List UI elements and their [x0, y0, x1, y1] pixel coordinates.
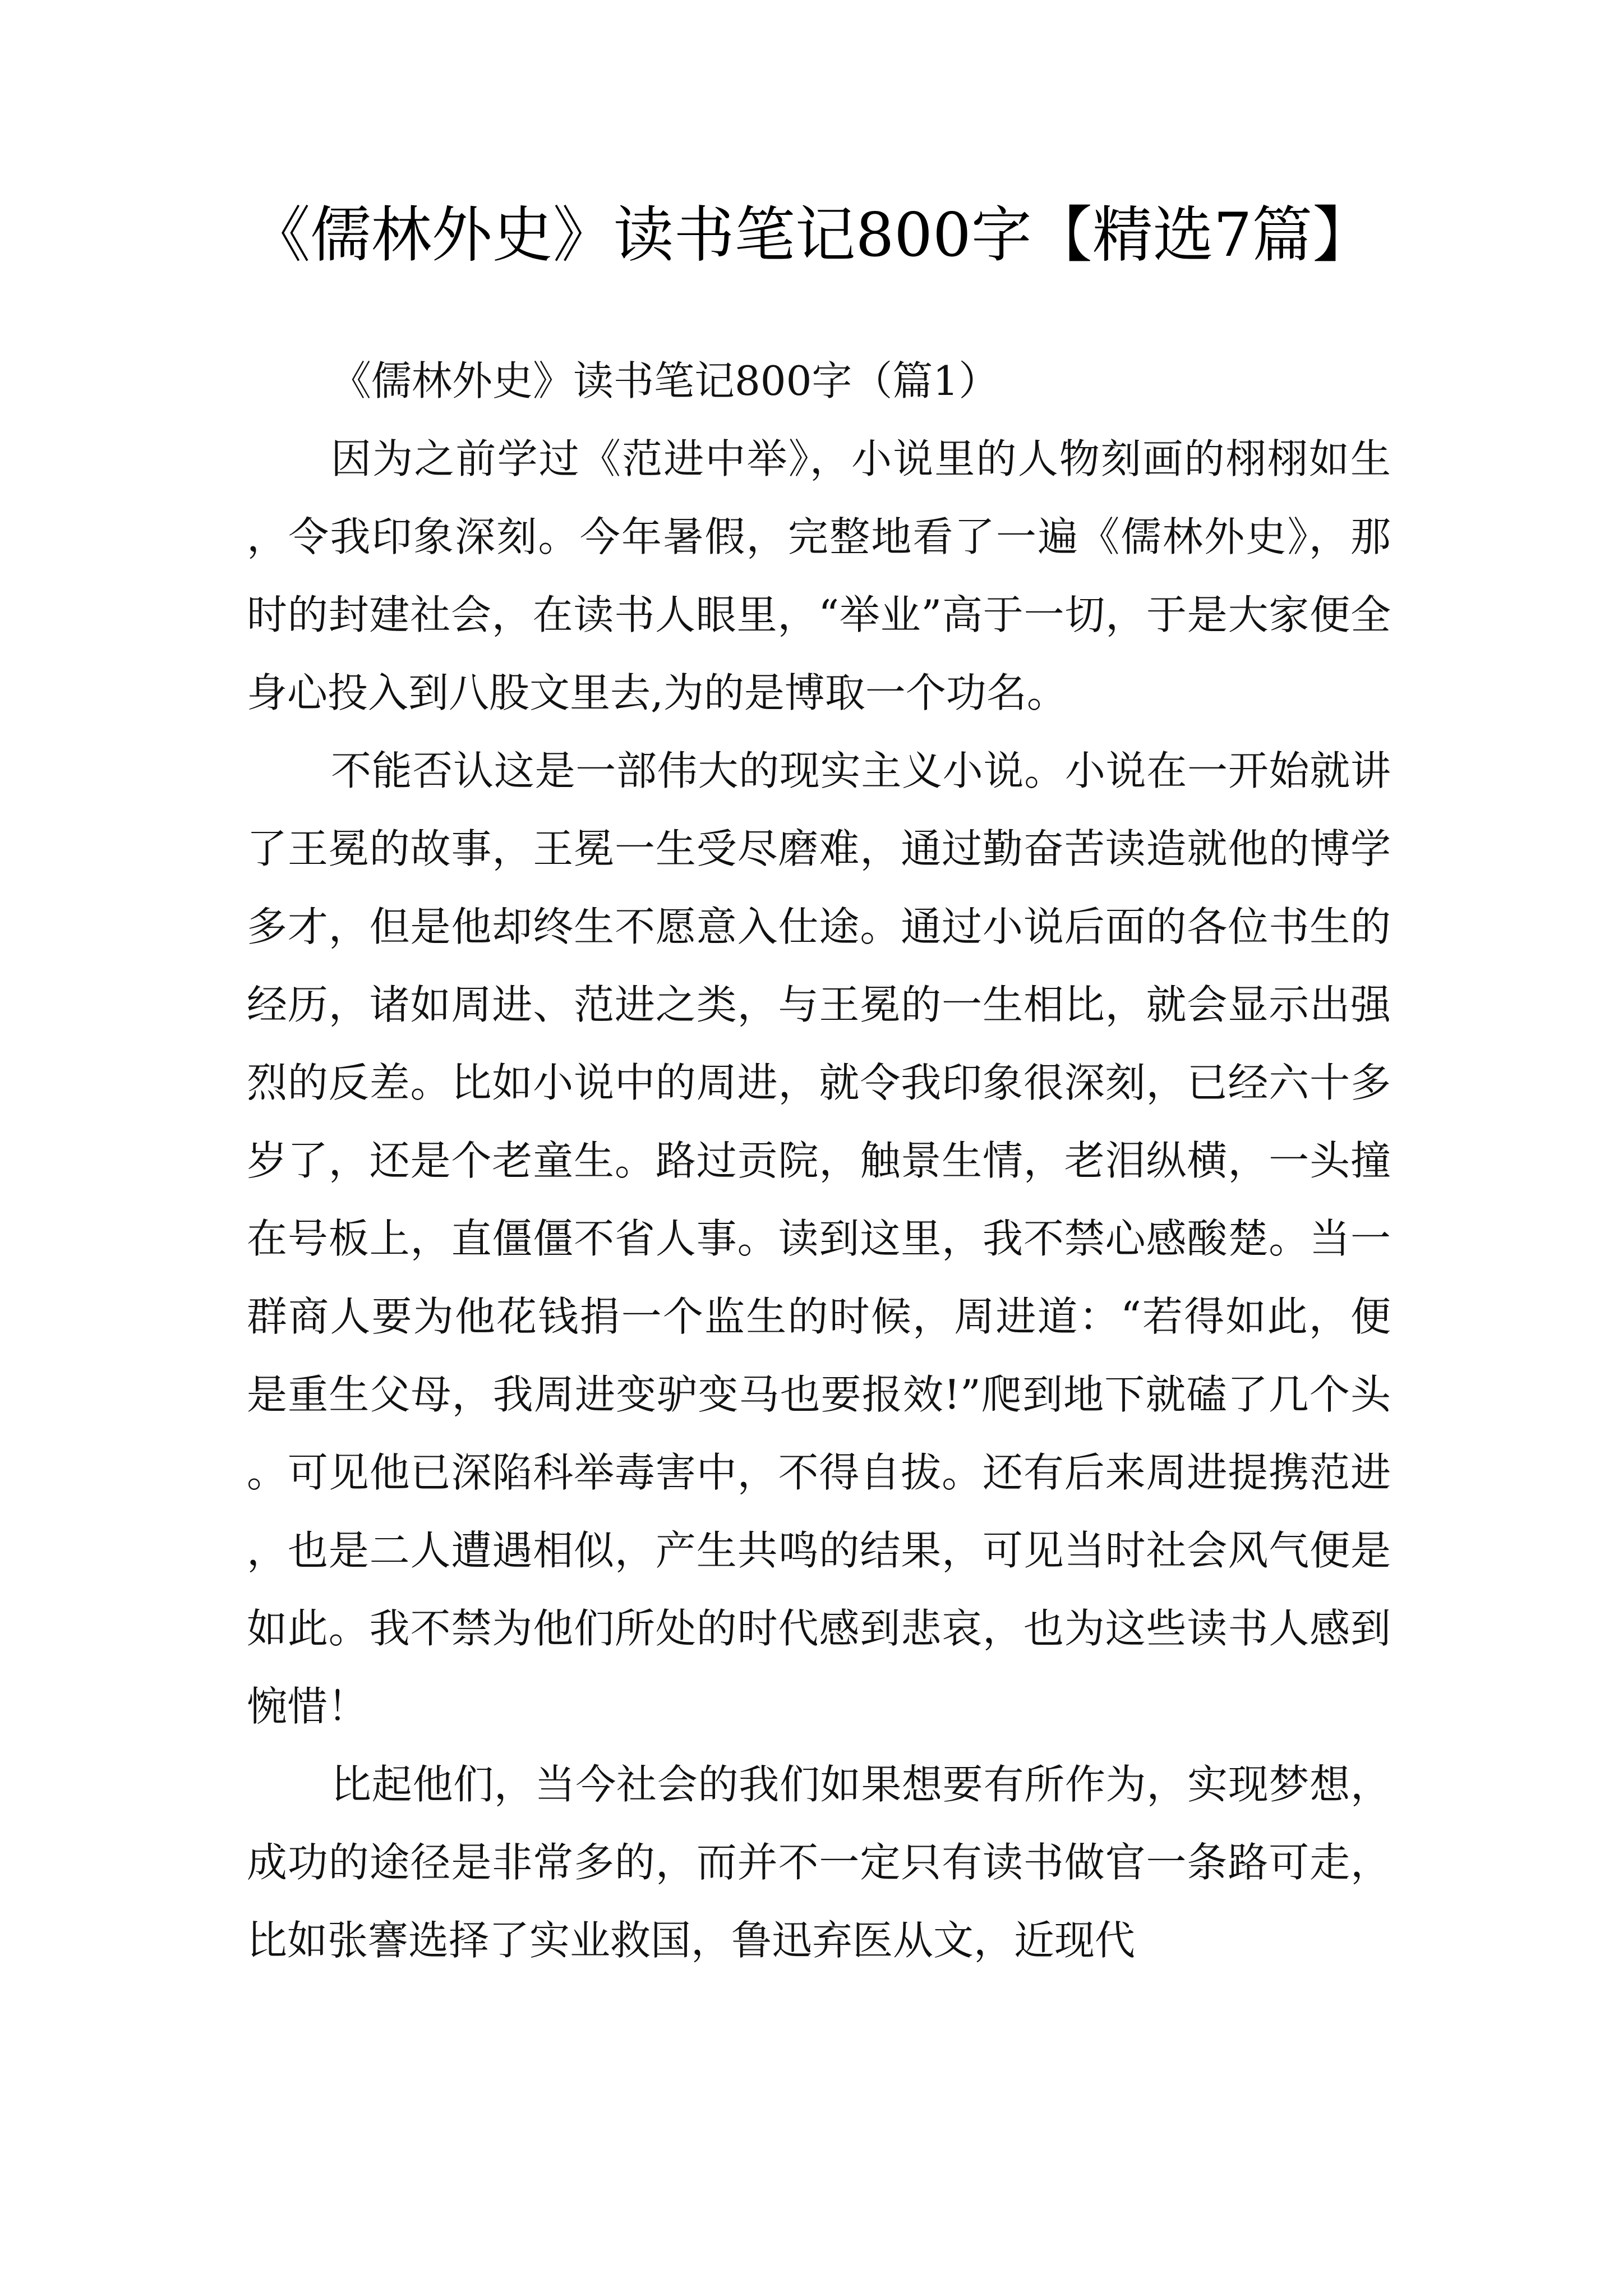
document-body	[247, 342, 1391, 1980]
section-heading: 《儒林外史》读书笔记800字（篇1）	[331, 357, 999, 404]
paragraph-1: 因为之前学过《范进中举》，小说里的人物刻画的栩栩如生，令我印象深刻。今年暑假，完整地看了一遍《儒林外史》，那时的封建社会，在读书人眼里，“举业”高于一切，于是大家便全身心投入到八股文里去,为的是博取一个功名。	[247, 435, 1391, 716]
paragraph-3: 比起他们，当今社会的我们如果想要有所作为，实现梦想，成功的途径是非常多的，而并不一定只有读书做官一条路可走，比如张謇选择了实业救国，鲁迅弃医从文，近现代	[247, 1761, 1391, 1964]
paragraph-2: 不能否认这是一部伟大的现实主义小说。小说在一开始就讲了王冕的故事，王冕一生受尽磨难，通过勤奋苦读造就他的博学多才，但是他却终生不愿意入仕途。通过小说后面的各位书生的经历，诸如周进、范进之类，与王冕的一生相比，就会显示出强烈的反差。比如小说中的周进，就令我印象很深刻，已经六十多岁了，还是个老童生。路过贡院，触景生情，老泪纵横，一头撞在号板上，直僵僵不省人事。读到这里，我不禁心感酸楚。当一群商人要为他花钱捐一个监生的时候，周进道：“若得如此，便是重生父母，我周进变驴变马也要报效!”爬到地下就磕了几个头。可见他已深陷科举毒害中，不得自拔。还有后来周进提携范进，也是二人遭遇相似，产生共鸣的结果，可见当时社会风气便是如此。我不禁为他们所处的时代感到悲哀，也为这些读书人感到惋惜！	[247, 747, 1391, 1730]
document-title: 《儒林外史》读书笔记800字【精选7篇】	[250, 200, 1373, 270]
